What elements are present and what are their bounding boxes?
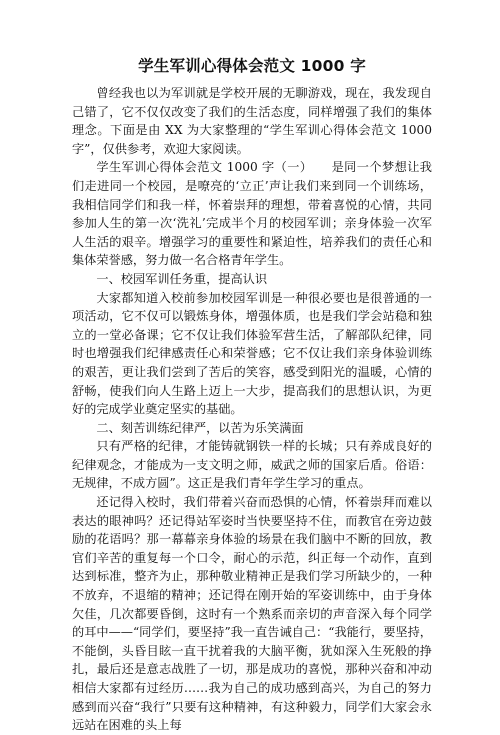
section-heading-one: 一、校园军训任务重，提高认识 xyxy=(96,271,268,286)
document-title: 学生军训心得体会范文 1000 字 xyxy=(138,57,366,75)
memory-paragraph: 还记得入校时，我们带着兴奋而恐惧的心情，怀着崇拜而难以表达的眼神吗？还记得站军姿时当快要坚持不住，而教官在旁边鼓励的花语吗？那一幕幕亲身体验的场景在我们脑中不断的回放，教官们辛苦的重复每一个口令，耐心的示范，纠正每一个动作，直到达到标准，整齐为止，那种敬业精神正是我们学习所缺少的，一种不放弃，不退缩的精神；还记得在刚开始的军姿训练中，由于身体欠佳，几次都要昏倒，这时有一个熟系而亲切的声音深入每个同学的耳中——“同学们，要坚持”我一直告诫自己：“我能行，要坚持，不能倒，头昏目眩一直干扰着我的大脑平衡，犹如深入生死般的挣扎，最后还是意志战胜了一切，那是成功的喜悦，那种兴奋和冲动相信大家都有过经历……我为自己的成功感到高兴，为自己的努力感到而兴奋“我行”只要有这种精神，有这种毅力，同学们大家会永远站在困难的头上每 xyxy=(72,495,432,733)
section-heading-two: 二、刻苦训练纪律严，以苦为乐笑满面 xyxy=(96,420,304,435)
intro-paragraph: 曾经我也以为军训就是学校开展的无聊游戏，现在，我发现自己错了，它不仅仅改变了我们的生活态度，同样增强了我们的集体理念。下面是由 XX 为大家整理的“学生军训心得体会范文 1000 字”，仅供参考，欢迎大家阅读。 xyxy=(72,86,432,156)
section-one-paragraph: 大家都知道入校前参加校园军训是一种很必要也是很普通的一项活动，它不仅可以锻炼身体，增强体质，也是我们学会站稳和独立的一堂必备课；它不仅让我们体验军营生活，了解部队纪律，同时也增强我们纪律感责任心和荣誉感；它不仅让我们亲身体验训练的艰苦，更让我们尝到了苦后的笑容，感受到阳光的温暖，心情的舒畅，使我们向人生路上迈上一大步，提高我们的思想认识，为更好的完成学业奠定坚实的基础。 xyxy=(72,290,432,417)
essay-one-paragraph: 学生军训心得体会范文 1000 字（一） 是同一个梦想让我们走进同一个校园，是嘹亮的‘立正’声让我们来到同一个训练场，我相信同学们和我一样，怀着崇拜的理想，带着喜悦的心情，共同参加人生的第一次‘洗礼’完成半个月的校园军训；亲身体验一次军人生活的艰辛。增强学习的重要性和紧迫性，培养我们的责任心和集体荣誉感，努力做一名合格青年学生。 xyxy=(72,160,432,268)
section-two-paragraph: 只有严格的纪律，才能铸就钢铁一样的长城；只有养成良好的纪律观念，才能成为一支文明之师，威武之师的国家后盾。俗语：无规律，不成方圆”。这正是我们青年学生学习的重点。 xyxy=(72,439,432,491)
document-body xyxy=(72,84,432,735)
